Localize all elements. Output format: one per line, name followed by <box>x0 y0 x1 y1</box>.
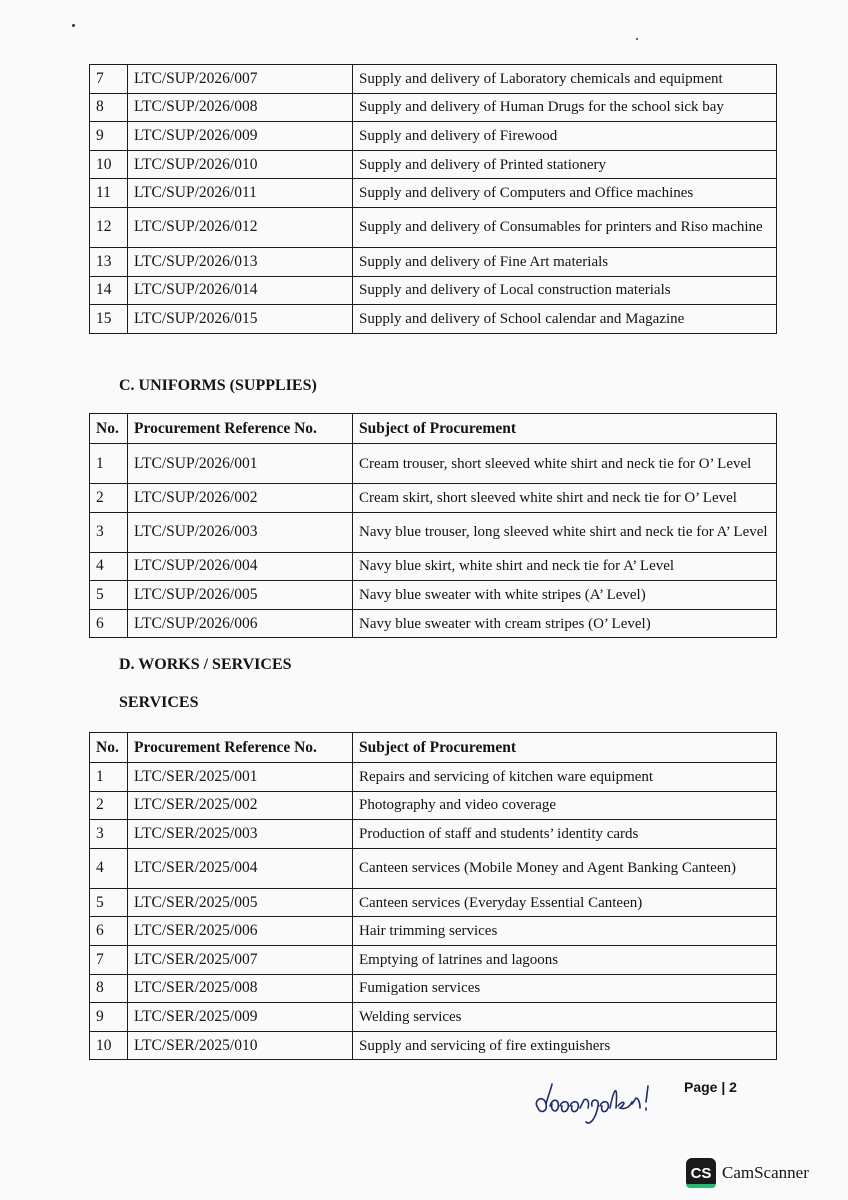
cell-no: 8 <box>90 974 128 1003</box>
cell-subject: Cream trouser, short sleeved white shirt and neck tie for O’ Level <box>353 444 777 484</box>
table-row <box>90 945 777 974</box>
cell-reference: LTC/SER/2025/004 <box>128 848 353 888</box>
cell-subject: Navy blue skirt, white shirt and neck tie for A’ Level <box>353 552 777 581</box>
cell-no: 6 <box>90 609 128 638</box>
cell-subject: Supply and delivery of Consumables for printers and Riso machine <box>353 207 777 247</box>
camscanner-label: CamScanner <box>722 1163 809 1182</box>
table-row <box>90 888 777 917</box>
table-row <box>90 276 777 305</box>
cell-reference: LTC/SUP/2026/010 <box>128 150 353 179</box>
works-heading: D. WORKS / SERVICES <box>119 656 292 673</box>
cell-reference: LTC/SUP/2026/012 <box>128 207 353 247</box>
cell-no: 3 <box>90 820 128 849</box>
uniforms-body <box>90 444 777 638</box>
cell-subject: Production of staff and students’ identity cards <box>353 820 777 849</box>
services-subheading: SERVICES <box>119 694 199 711</box>
handwritten-signature <box>530 1078 670 1130</box>
cell-no: 5 <box>90 888 128 917</box>
cell-no: 15 <box>90 305 128 334</box>
uniforms-heading: C. UNIFORMS (SUPPLIES) <box>119 377 317 394</box>
cell-no: 8 <box>90 93 128 122</box>
supplies-continued-table <box>89 64 777 334</box>
cell-subject: Welding services <box>353 1003 777 1032</box>
services-header-row <box>90 733 777 763</box>
col-header-no: No. <box>90 733 128 763</box>
cell-no: 6 <box>90 917 128 946</box>
cell-subject: Supply and delivery of Computers and Office machines <box>353 179 777 208</box>
table-row <box>90 581 777 610</box>
table-row <box>90 552 777 581</box>
cell-no: 12 <box>90 207 128 247</box>
camscanner-watermark <box>686 1158 809 1188</box>
cell-reference: LTC/SUP/2026/008 <box>128 93 353 122</box>
col-header-ref: Procurement Reference No. <box>128 414 353 444</box>
cell-reference: LTC/SER/2025/009 <box>128 1003 353 1032</box>
cell-reference: LTC/SER/2025/006 <box>128 917 353 946</box>
cell-no: 9 <box>90 1003 128 1032</box>
cell-subject: Repairs and servicing of kitchen ware equipment <box>353 763 777 792</box>
col-header-subject: Subject of Procurement <box>353 733 777 763</box>
cell-reference: LTC/SER/2025/010 <box>128 1031 353 1060</box>
cell-reference: LTC/SUP/2026/011 <box>128 179 353 208</box>
table-row <box>90 1031 777 1060</box>
cell-subject: Cream skirt, short sleeved white shirt and neck tie for O’ Level <box>353 484 777 513</box>
table-row <box>90 974 777 1003</box>
table-row <box>90 763 777 792</box>
cell-reference: LTC/SUP/2026/001 <box>128 444 353 484</box>
cell-no: 2 <box>90 484 128 513</box>
cell-no: 3 <box>90 512 128 552</box>
table-row <box>90 150 777 179</box>
cell-no: 9 <box>90 122 128 151</box>
uniforms-table <box>89 413 777 638</box>
camscanner-logo-icon: CS <box>686 1158 716 1188</box>
table-row <box>90 444 777 484</box>
cell-subject: Navy blue trouser, long sleeved white shirt and neck tie for A’ Level <box>353 512 777 552</box>
services-table <box>89 732 777 1060</box>
cell-no: 5 <box>90 581 128 610</box>
cell-reference: LTC/SUP/2026/015 <box>128 305 353 334</box>
cell-subject: Supply and delivery of Fine Art materials <box>353 247 777 276</box>
table-row <box>90 65 777 94</box>
cell-subject: Supply and servicing of fire extinguishers <box>353 1031 777 1060</box>
cell-subject: Supply and delivery of Laboratory chemicals and equipment <box>353 65 777 94</box>
page-number: Page | 2 <box>684 1079 737 1095</box>
cell-reference: LTC/SUP/2026/013 <box>128 247 353 276</box>
col-header-ref: Procurement Reference No. <box>128 733 353 763</box>
cell-reference: LTC/SUP/2026/004 <box>128 552 353 581</box>
cell-no: 2 <box>90 791 128 820</box>
cell-subject: Supply and delivery of Human Drugs for the school sick bay <box>353 93 777 122</box>
cell-subject: Supply and delivery of Firewood <box>353 122 777 151</box>
cell-subject: Supply and delivery of Printed stationery <box>353 150 777 179</box>
cell-no: 13 <box>90 247 128 276</box>
table-row <box>90 820 777 849</box>
cell-reference: LTC/SUP/2026/009 <box>128 122 353 151</box>
cell-subject: Canteen services (Mobile Money and Agent Banking Canteen) <box>353 848 777 888</box>
table-row <box>90 609 777 638</box>
table-row <box>90 917 777 946</box>
cell-no: 4 <box>90 848 128 888</box>
cell-subject: Hair trimming services <box>353 917 777 946</box>
cell-reference: LTC/SUP/2026/005 <box>128 581 353 610</box>
cell-subject: Navy blue sweater with white stripes (A’ Level) <box>353 581 777 610</box>
cell-no: 7 <box>90 945 128 974</box>
cell-subject: Navy blue sweater with cream stripes (O’ Level) <box>353 609 777 638</box>
cell-reference: LTC/SUP/2026/014 <box>128 276 353 305</box>
cell-reference: LTC/SER/2025/005 <box>128 888 353 917</box>
cell-reference: LTC/SER/2025/001 <box>128 763 353 792</box>
cell-no: 7 <box>90 65 128 94</box>
cell-subject: Supply and delivery of Local construction materials <box>353 276 777 305</box>
cell-no: 4 <box>90 552 128 581</box>
scan-speck <box>72 24 75 27</box>
table-row <box>90 1003 777 1032</box>
cell-reference: LTC/SER/2025/007 <box>128 945 353 974</box>
cell-no: 14 <box>90 276 128 305</box>
cell-no: 10 <box>90 1031 128 1060</box>
cell-reference: LTC/SUP/2026/006 <box>128 609 353 638</box>
col-header-subject: Subject of Procurement <box>353 414 777 444</box>
table-row <box>90 93 777 122</box>
cell-subject: Fumigation services <box>353 974 777 1003</box>
cell-no: 1 <box>90 763 128 792</box>
table-row <box>90 791 777 820</box>
col-header-no: No. <box>90 414 128 444</box>
scan-speck <box>636 38 638 40</box>
cell-reference: LTC/SER/2025/008 <box>128 974 353 1003</box>
cell-reference: LTC/SUP/2026/003 <box>128 512 353 552</box>
cell-no: 10 <box>90 150 128 179</box>
cell-reference: LTC/SUP/2026/002 <box>128 484 353 513</box>
services-body <box>90 763 777 1060</box>
cell-reference: LTC/SER/2025/003 <box>128 820 353 849</box>
table-row <box>90 207 777 247</box>
table-row <box>90 484 777 513</box>
cell-reference: LTC/SUP/2026/007 <box>128 65 353 94</box>
table-row <box>90 305 777 334</box>
table-row <box>90 247 777 276</box>
cell-reference: LTC/SER/2025/002 <box>128 791 353 820</box>
table-row <box>90 179 777 208</box>
table-row <box>90 848 777 888</box>
cell-subject: Photography and video coverage <box>353 791 777 820</box>
table-row <box>90 122 777 151</box>
supplies-continued-body <box>90 65 777 334</box>
cell-no: 11 <box>90 179 128 208</box>
cell-no: 1 <box>90 444 128 484</box>
table-row <box>90 512 777 552</box>
cell-subject: Supply and delivery of School calendar and Magazine <box>353 305 777 334</box>
cell-subject: Emptying of latrines and lagoons <box>353 945 777 974</box>
uniforms-header-row <box>90 414 777 444</box>
cell-subject: Canteen services (Everyday Essential Canteen) <box>353 888 777 917</box>
